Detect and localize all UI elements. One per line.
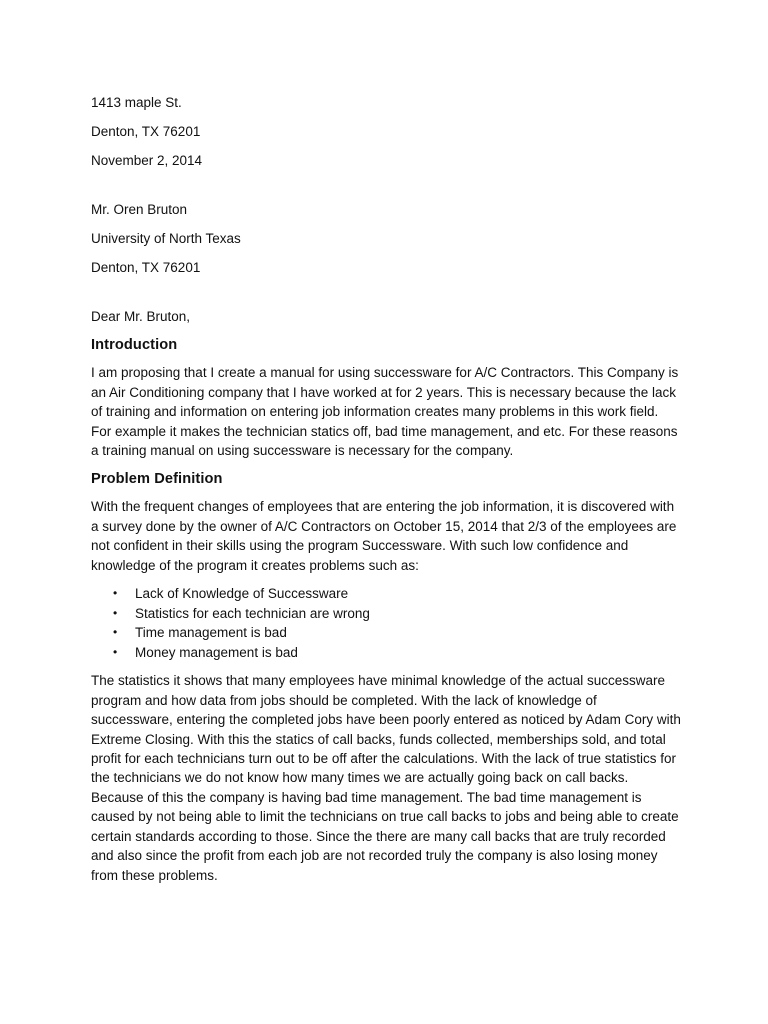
letter-body bbox=[91, 93, 681, 894]
statistics-paragraph: The statistics it shows that many employees have minimal knowledge of the actual successware program and how data from jobs should be completed. With the lack of knowledge of successware, entering the completed jobs have been poorly entered as noticed by Adam Cory with Extreme Closing. With this the statics of call backs, funds collected, memberships sold, and total profit for each technicians turn out to be off after the calculations. With the lack of true statistics for the technicians we do not know how many times we are actually going back on call backs. Because of this the company is having bad time management. The bad time management is caused by not being able to limit the technicians on true call backs to jobs and being able to create certain standards according to those. Since the there are many call backs that are truly recorded and also since the profit from each job are not recorded truly the company is also losing money from these problems. bbox=[91, 673, 681, 883]
list-item-text: Time management is bad bbox=[135, 625, 287, 641]
spacer bbox=[91, 180, 681, 200]
bullet-icon: • bbox=[113, 605, 118, 620]
recipient-name: Mr. Oren Bruton bbox=[91, 202, 188, 217]
list-item-text: Money management is bad bbox=[135, 644, 298, 660]
list-item bbox=[91, 623, 681, 643]
list-item bbox=[91, 584, 681, 604]
problem-list bbox=[91, 584, 681, 662]
list-item-text: Lack of Knowledge of Successware bbox=[135, 586, 349, 602]
bullet-icon: • bbox=[113, 644, 118, 659]
introduction-paragraph: I am proposing that I create a manual for using successware for A/C Contractors. This Company is an Air Conditioning company that I have worked at for 2 years. This is necessary because the lack of training and information on entering job information creates many problems in this work field. For example it makes the technician statics off, bad time management, and etc. For these reasons a training manual on using successware is necessary for the company. bbox=[91, 365, 679, 459]
problem-definition-heading: Problem Definition bbox=[91, 471, 223, 488]
list-item bbox=[91, 643, 681, 663]
spacer bbox=[91, 287, 681, 307]
recipient-city-line: Denton, TX 76201 bbox=[91, 260, 201, 275]
list-item-text: Statistics for each technician are wrong bbox=[135, 605, 370, 621]
sender-street: 1413 maple St. bbox=[91, 95, 182, 110]
problem-definition-paragraph: With the frequent changes of employees that are entering the job information, it is discovered with a survey done by the owner of A/C Contractors on October 15, 2014 that 2/3 of the employees are not confident in their skills using the program Successware. With such low confidence and knowledge of the program it creates problems such as: bbox=[91, 499, 677, 573]
list-item bbox=[91, 604, 681, 624]
letter-date: November 2, 2014 bbox=[91, 153, 203, 168]
salutation: Dear Mr. Bruton, bbox=[91, 309, 191, 324]
sender-address bbox=[91, 93, 681, 170]
bullet-icon: • bbox=[113, 625, 118, 640]
recipient-organization: University of North Texas bbox=[91, 231, 241, 246]
recipient-address bbox=[91, 200, 681, 277]
introduction-heading: Introduction bbox=[91, 337, 178, 354]
sender-city-line: Denton, TX 76201 bbox=[91, 124, 201, 139]
bullet-icon: • bbox=[113, 586, 118, 601]
